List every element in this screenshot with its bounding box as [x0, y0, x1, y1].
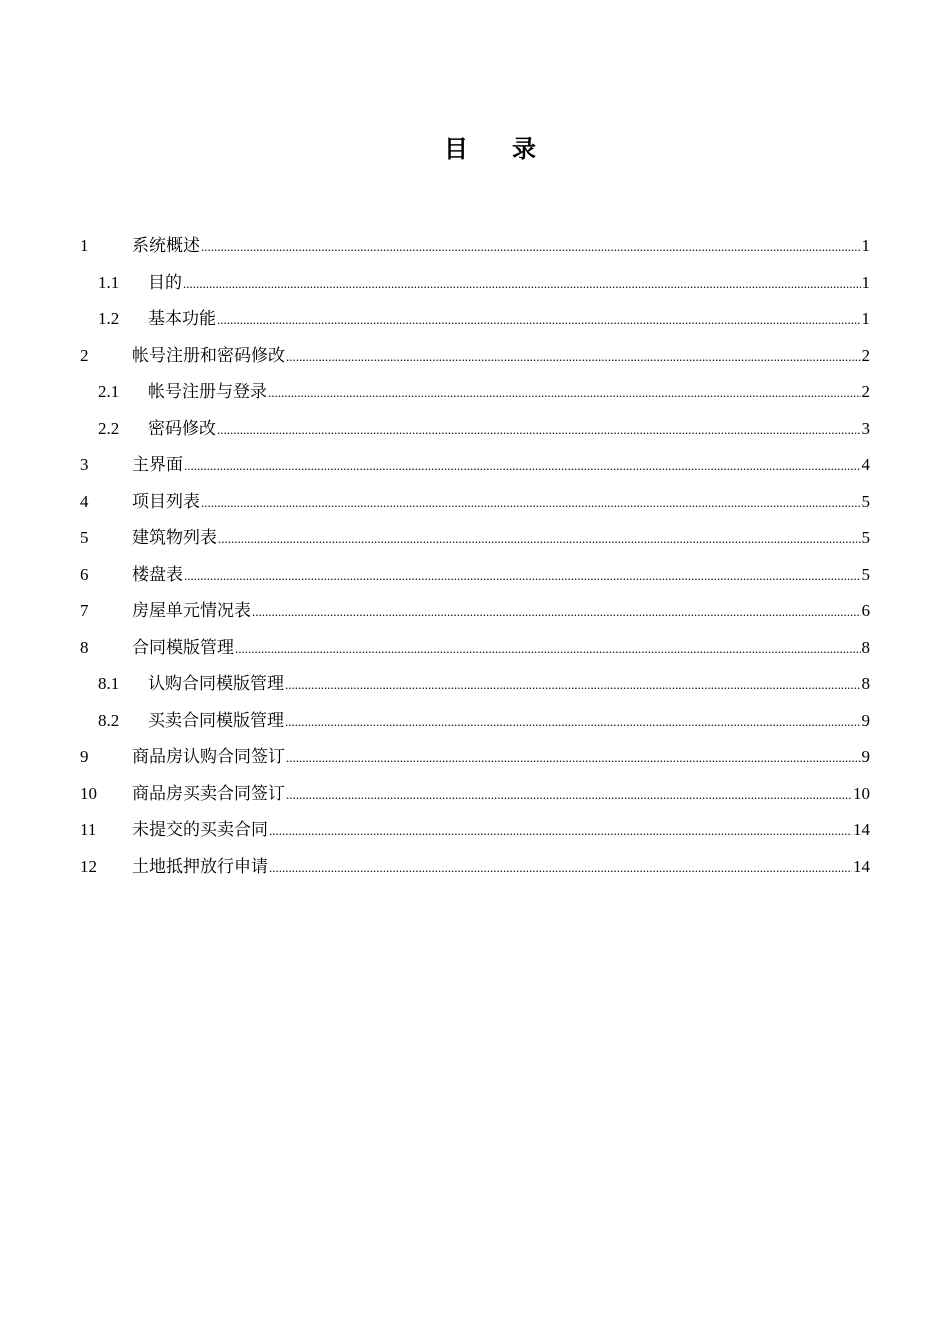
toc-dot-leader	[184, 558, 861, 594]
toc-entry-title: 项目列表	[132, 491, 200, 511]
toc-dot-leader	[201, 229, 861, 265]
toc-entry-number: 8	[80, 637, 89, 657]
toc-entry-page-number: 9	[861, 747, 870, 766]
toc-dot-leader	[184, 448, 861, 484]
toc-entry-number: 2.2	[98, 418, 120, 438]
toc-entry-title: 建筑物列表	[132, 528, 217, 547]
toc-entry[interactable]	[80, 849, 870, 886]
toc-entry-number: 1.1	[98, 272, 120, 292]
toc-entry-page-number: 14	[853, 820, 870, 839]
toc-entry-number: 8.1	[98, 674, 120, 693]
toc-entry-page-number: 5	[861, 564, 870, 584]
toc-entry-title: 房屋单元情况表	[132, 601, 251, 620]
toc-entry-number: 9	[80, 747, 89, 766]
toc-dot-leader	[252, 594, 861, 630]
toc-entry-title: 楼盘表	[132, 564, 183, 584]
toc-entry[interactable]	[80, 228, 870, 265]
toc-entry-number: 3	[80, 455, 89, 474]
toc-entry-number: 2	[80, 345, 89, 365]
toc-title: 目 录	[444, 137, 546, 163]
toc-entry[interactable]	[80, 593, 870, 630]
toc-entry-number: 6	[80, 564, 89, 584]
toc-entry-number: 11	[80, 820, 97, 839]
toc-entry-title: 商品房买卖合同签订	[132, 783, 285, 803]
toc-dot-leader	[235, 631, 861, 667]
toc-entry-title: 合同模版管理	[132, 637, 234, 657]
toc-entry-title: 主界面	[132, 455, 183, 474]
toc-entry-number: 12	[80, 856, 97, 876]
toc-entry-page-number: 4	[861, 455, 870, 474]
toc-entry-title: 未提交的买卖合同	[132, 820, 268, 839]
toc-entry-title: 系统概述	[132, 236, 200, 255]
toc-entry-number: 4	[80, 491, 89, 511]
toc-dot-leader	[285, 667, 861, 703]
toc-dot-leader	[268, 375, 861, 411]
toc-entry-page-number: 5	[861, 528, 870, 547]
toc-entry[interactable]	[80, 301, 870, 338]
toc-entry-title: 土地抵押放行申请	[132, 856, 268, 876]
toc-dot-leader	[269, 813, 852, 849]
toc-entry[interactable]	[80, 374, 870, 411]
toc-entry[interactable]	[80, 666, 870, 703]
toc-entry[interactable]	[80, 703, 870, 740]
toc-entry[interactable]	[80, 776, 870, 813]
toc-entry-title: 买卖合同模版管理	[148, 710, 284, 730]
toc-entry[interactable]	[80, 265, 870, 302]
toc-entry[interactable]	[80, 520, 870, 557]
toc-entry-page-number: 14	[853, 856, 870, 876]
toc-dot-leader	[218, 521, 861, 557]
toc-entry[interactable]	[80, 630, 870, 667]
toc-entry-page-number: 6	[861, 601, 870, 620]
toc-entry-title: 商品房认购合同签订	[132, 747, 285, 766]
toc-dot-leader	[269, 850, 852, 886]
toc-entry-number: 10	[80, 783, 97, 803]
toc-entry-number: 2.1	[98, 382, 120, 401]
toc-entry-page-number: 1	[861, 309, 870, 328]
toc-entry-page-number: 1	[861, 236, 870, 255]
toc-entry-page-number: 3	[861, 418, 870, 438]
toc-entry-number: 5	[80, 528, 89, 547]
toc-entry-page-number: 10	[853, 783, 870, 803]
toc-entry-title: 帐号注册和密码修改	[132, 345, 285, 365]
toc-dot-leader	[217, 412, 861, 448]
toc-entry-title: 帐号注册与登录	[148, 382, 267, 401]
toc-entry[interactable]	[80, 484, 870, 521]
toc-dot-leader	[285, 704, 861, 740]
toc-entry-title: 密码修改	[148, 418, 216, 438]
toc-entry-page-number: 8	[861, 637, 870, 657]
toc-entry-page-number: 5	[861, 491, 870, 511]
toc-entry-page-number: 1	[861, 272, 870, 292]
toc-dot-leader	[217, 302, 861, 338]
toc-entry[interactable]	[80, 557, 870, 594]
toc-entry-number: 1.2	[98, 309, 120, 328]
toc-entry[interactable]	[80, 739, 870, 776]
toc-dot-leader	[201, 485, 861, 521]
table-of-contents	[80, 228, 870, 885]
toc-dot-leader	[286, 339, 861, 375]
toc-entry-number: 1	[80, 236, 89, 255]
toc-dot-leader	[183, 266, 861, 302]
toc-entry-page-number: 9	[861, 710, 870, 730]
toc-entry-title: 认购合同模版管理	[148, 674, 284, 693]
toc-entry-title: 基本功能	[148, 309, 216, 328]
toc-entry-page-number: 2	[861, 345, 870, 365]
toc-entry-page-number: 2	[861, 382, 870, 401]
toc-dot-leader	[286, 740, 861, 776]
toc-dot-leader	[286, 777, 852, 813]
toc-entry-title: 目的	[148, 272, 182, 292]
toc-entry-number: 7	[80, 601, 89, 620]
toc-entry[interactable]	[80, 447, 870, 484]
toc-entry-number: 8.2	[98, 710, 120, 730]
toc-entry[interactable]	[80, 338, 870, 375]
toc-entry[interactable]	[80, 812, 870, 849]
toc-entry[interactable]	[80, 411, 870, 448]
toc-entry-page-number: 8	[861, 674, 870, 693]
